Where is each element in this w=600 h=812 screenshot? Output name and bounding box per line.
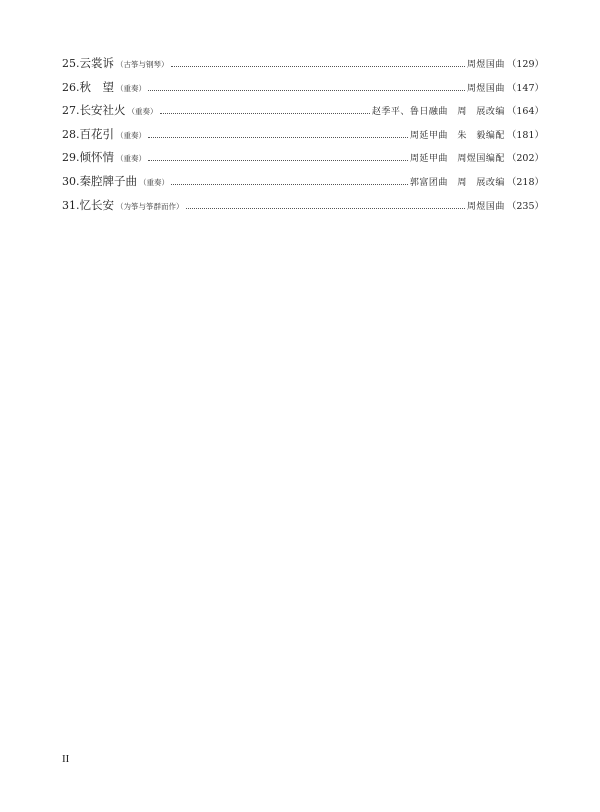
- entry-note: （古筝与钢琴）: [116, 60, 169, 69]
- entry-number: 31.: [62, 198, 80, 212]
- toc-entry[interactable]: [62, 55, 544, 79]
- toc-entry[interactable]: [62, 102, 544, 126]
- entry-credit: 周延甲曲 朱 毅编配: [409, 130, 505, 141]
- entry-note: （重奏）: [116, 83, 146, 93]
- entry-credit: 周煜国曲: [466, 201, 505, 212]
- entry-note: （重奏）: [139, 177, 169, 187]
- dot-leader: [171, 66, 465, 67]
- entry-note: （重奏）: [116, 130, 146, 140]
- entry-title: 百花引: [79, 126, 114, 141]
- entry-title: 长安社火: [79, 103, 126, 118]
- entry-title: 秦腔牌子曲: [79, 173, 137, 188]
- toc-entry[interactable]: [62, 197, 544, 221]
- toc-entry[interactable]: [62, 126, 544, 150]
- toc-entry[interactable]: [62, 149, 544, 173]
- entry-page: （235）: [506, 200, 544, 212]
- entry-page: （181）: [506, 129, 544, 141]
- entry-number: 26.: [62, 80, 80, 94]
- toc-entry[interactable]: [62, 173, 544, 197]
- entry-number: 27.: [62, 104, 80, 118]
- entry-title: 秋 望: [79, 79, 114, 94]
- dot-leader: [148, 137, 408, 138]
- table-of-contents: [62, 55, 544, 220]
- entry-note: （重奏）: [127, 107, 158, 117]
- entry-title: 倾怀情: [79, 150, 114, 165]
- entry-number: 25.: [62, 57, 80, 70]
- toc-entry[interactable]: [62, 79, 544, 103]
- entry-number: 30.: [62, 174, 80, 188]
- entry-title: 云裳诉: [79, 56, 114, 70]
- entry-note: （重奏）: [116, 154, 146, 164]
- entry-note: （为筝与筝群而作）: [116, 201, 184, 211]
- dot-leader: [160, 113, 370, 114]
- entry-number: 29.: [62, 151, 80, 165]
- dot-leader: [186, 208, 465, 209]
- entry-page: （129）: [506, 59, 544, 70]
- entry-page: （202）: [506, 153, 544, 165]
- entry-credit: 周煜国曲: [466, 60, 505, 70]
- entry-page: （147）: [506, 82, 544, 94]
- entry-credit: 周煜国曲: [466, 83, 505, 94]
- entry-credit: 赵季平、鲁日融曲 周 展改编: [371, 107, 505, 118]
- dot-leader: [171, 184, 408, 185]
- entry-title: 忆长安: [79, 197, 114, 212]
- entry-number: 28.: [62, 127, 80, 141]
- entry-credit: 郭富团曲 周 展改编: [409, 177, 505, 188]
- entry-page: （218）: [506, 176, 544, 188]
- dot-leader: [148, 90, 465, 91]
- entry-credit: 周延甲曲 周煜国编配: [409, 154, 505, 165]
- entry-page: （164）: [506, 106, 544, 118]
- dot-leader: [148, 160, 408, 161]
- page-folio: II: [62, 753, 70, 765]
